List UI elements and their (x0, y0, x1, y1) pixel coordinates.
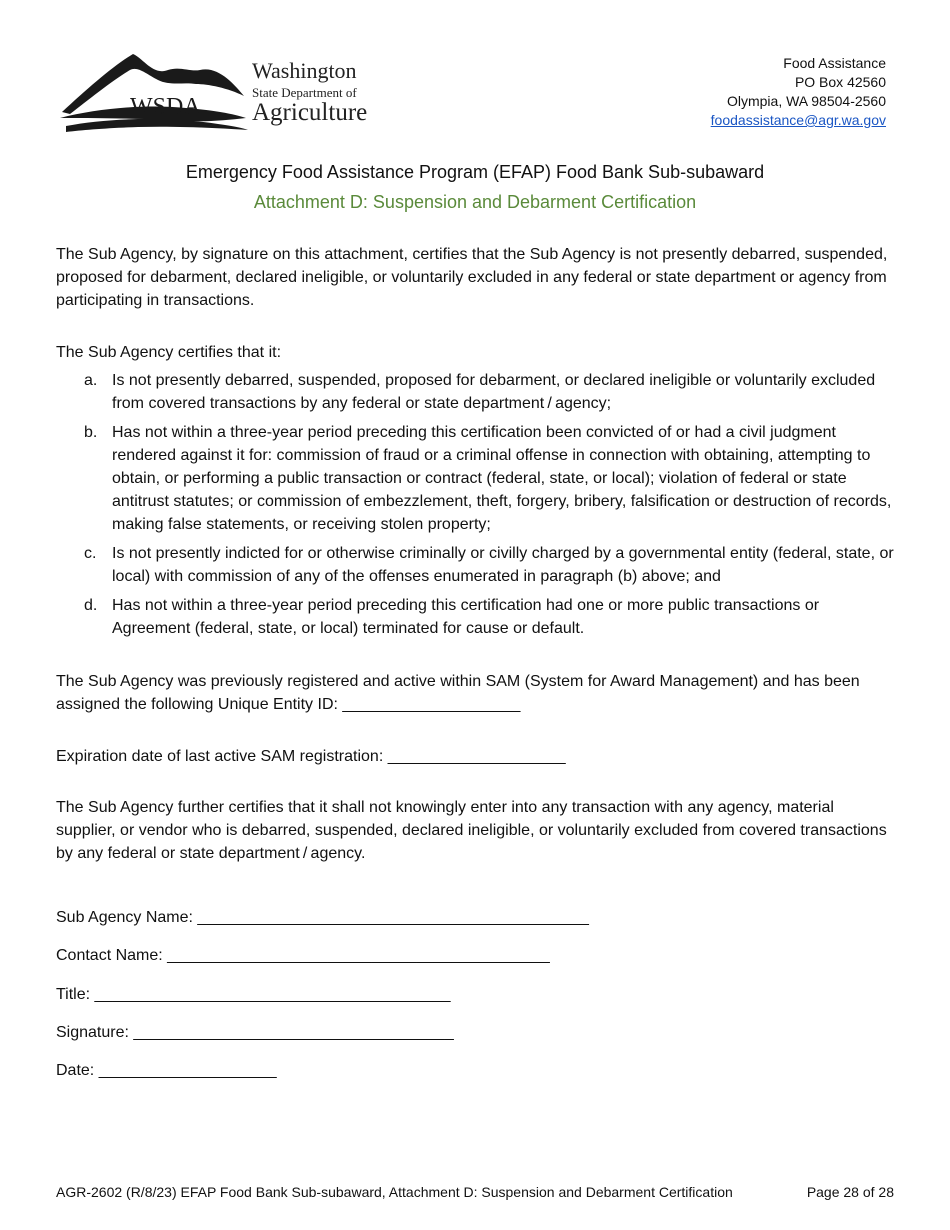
page-subtitle: Attachment D: Suspension and Debarment Certification (253, 192, 697, 212)
email-link[interactable]: foodassistance@agr.wa.gov (710, 112, 886, 128)
certification-list (84, 369, 899, 646)
address-block (711, 54, 886, 130)
list-item-text: Is not presently debarred, suspended, proposed for debarment, or declared ineligible or voluntarily excluded from covered transactions by any federal or state department / agency; (112, 372, 876, 412)
intro-paragraph: The Sub Agency, by signature on this attachment, certifies that the Sub Agency is not presently debarred, suspended, proposed for debarment, declared ineligible, or voluntarily excluded in any federal or state department or agency from participating in transactions. (56, 246, 888, 309)
footer-page-number: Page 28 of 28 (806, 1184, 894, 1200)
list-item (84, 421, 899, 536)
certifies-lead: The Sub Agency certifies that it: (56, 344, 282, 361)
contact-name-field[interactable]: Contact Name: ___________________________________________ (56, 947, 550, 964)
list-marker: a. (84, 372, 98, 389)
title-field[interactable]: Title: ________________________________________ (56, 986, 451, 1003)
list-item (84, 594, 899, 640)
list-item (84, 369, 899, 415)
signature-field[interactable]: Signature: ____________________________________ (56, 1024, 454, 1041)
list-item-text: Has not within a three-year period preceding this certification had one or more public transactions or Agreement (federal, state, or local) terminated for cause or default. (112, 597, 820, 637)
list-item-text: Has not within a three-year period preceding this certification been convicted of or had a civil judgment rendered against it for: commission of fraud or a criminal offense in connection with obtaining, attempting to obtain, or performing a public transaction or contract (federal, state, or local); violation of federal or state antitrust statutes; or commission of embezzlement, theft, forgery, bribery, falsification or destruction of records, making false statements, or receiving stolen property; (112, 424, 892, 533)
address-city: Olympia, WA 98504-2560 (726, 93, 886, 109)
list-item-text: Is not presently indicted for or otherwise criminally or civilly charged by a governmental entity (federal, state, or local) with commission of any of the offenses enumerated in paragraph (b) above; and (112, 545, 894, 585)
list-marker: c. (84, 545, 97, 562)
list-marker: d. (84, 597, 98, 614)
date-field[interactable]: Date: ____________________ (56, 1062, 277, 1079)
footer-form-info: AGR-2602 (R/8/23) EFAP Food Bank Sub-subaward, Attachment D: Suspension and Debarment Certification (56, 1184, 733, 1200)
list-marker: b. (84, 424, 98, 441)
mountain-logo-icon (58, 48, 258, 133)
address-department: Food Assistance (783, 55, 886, 71)
sam-registration-paragraph: The Sub Agency was previously registered and active within SAM (System for Award Management) and has been assigned the following Unique Entity ID: ____________________ (56, 673, 860, 713)
logo-abbreviation: WSDA (130, 94, 201, 120)
logo-line-washington: Washington (252, 58, 357, 83)
list-item (84, 542, 899, 588)
document-titles (0, 159, 950, 215)
sub-agency-name-field[interactable]: Sub Agency Name: ____________________________________________ (56, 909, 589, 926)
further-certifies-paragraph: The Sub Agency further certifies that it shall not knowingly enter into any transaction with any agency, material supplier, or vendor who is debarred, suspended, declared ineligible, or voluntarily excluded from covered transactions by any federal or state department / agency. (56, 799, 887, 862)
page-title: Emergency Food Assistance Program (EFAP) Food Bank Sub-subaward (185, 162, 765, 182)
logo-line-state-department: State Department of (252, 85, 357, 100)
logo-line-agriculture: Agriculture (252, 99, 368, 126)
address-po-box: PO Box 42560 (794, 74, 886, 90)
logo-wordmark (252, 60, 367, 125)
sam-expiration-line: Expiration date of last active SAM registration: ____________________ (56, 748, 566, 765)
